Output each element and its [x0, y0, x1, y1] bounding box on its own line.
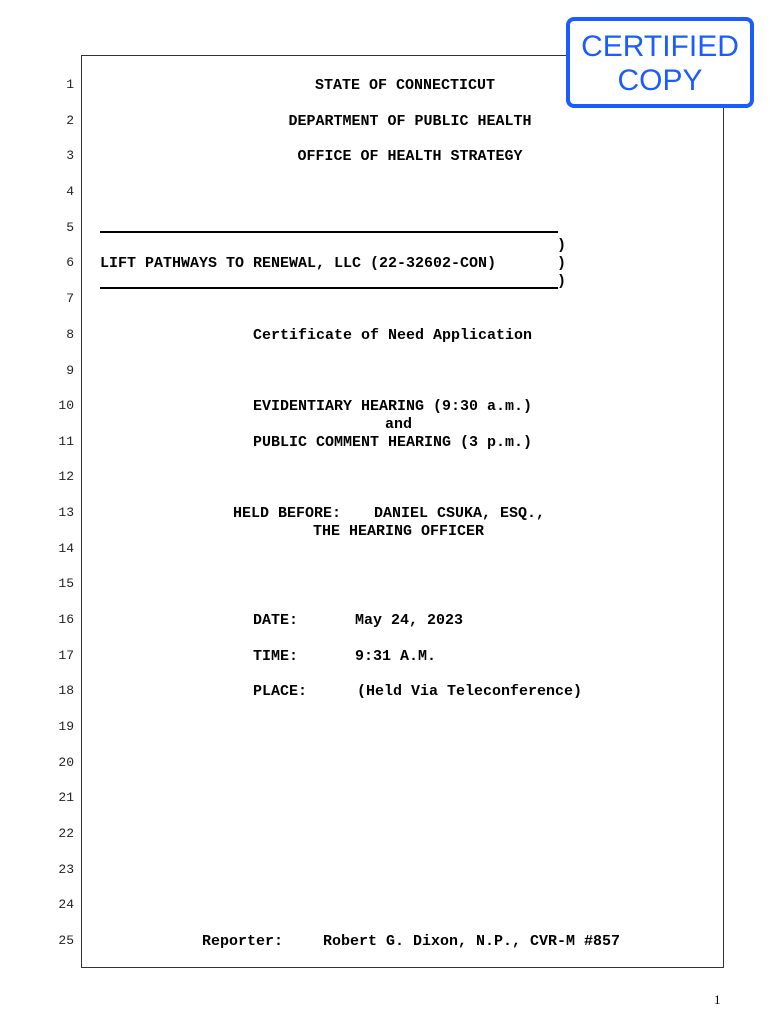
time-value: 9:31 A.M.: [355, 648, 437, 665]
line-number: 14: [58, 541, 74, 556]
line-number: 3: [66, 148, 74, 163]
line-number: 24: [58, 897, 74, 912]
line-number: 11: [58, 434, 74, 449]
place-value: (Held Via Teleconference): [357, 683, 583, 700]
line-number: 8: [66, 327, 74, 342]
date-label: DATE:: [253, 612, 299, 629]
office-heading: OFFICE OF HEALTH STRATEGY: [297, 148, 523, 165]
hearing-officer-title: THE HEARING OFFICER: [313, 523, 485, 540]
line-number: 16: [58, 612, 74, 627]
line-number: 20: [58, 755, 74, 770]
line-number: 9: [66, 363, 74, 378]
line-number: 6: [66, 255, 74, 270]
line-number: 21: [58, 790, 74, 805]
reporter-value: Robert G. Dixon, N.P., CVR-M #857: [323, 933, 621, 950]
caption-paren: ): [557, 255, 567, 272]
hearing-line-2: PUBLIC COMMENT HEARING (3 p.m.): [253, 434, 533, 451]
reporter-label: Reporter:: [202, 933, 284, 950]
department-heading: DEPARTMENT OF PUBLIC HEALTH: [288, 113, 532, 130]
caption-rule-bottom: [100, 287, 558, 289]
place-label: PLACE:: [253, 683, 308, 700]
page-number: 1: [714, 992, 721, 1007]
line-number: 19: [58, 719, 74, 734]
held-before-label: HELD BEFORE:: [233, 505, 342, 522]
hearing-line-1: EVIDENTIARY HEARING (9:30 a.m.): [253, 398, 533, 415]
line-number: 23: [58, 862, 74, 877]
line-number: 2: [66, 113, 74, 128]
line-number: 15: [58, 576, 74, 591]
line-number: 1: [66, 77, 74, 92]
line-number: 10: [58, 398, 74, 413]
case-caption: LIFT PATHWAYS TO RENEWAL, LLC (22-32602-CON): [100, 255, 497, 272]
line-number: 5: [66, 220, 74, 235]
line-number: 22: [58, 826, 74, 841]
state-heading: STATE OF CONNECTICUT: [314, 77, 496, 94]
line-number: 12: [58, 469, 74, 484]
line-number: 7: [66, 291, 74, 306]
caption-paren: ): [557, 273, 567, 290]
line-number: 17: [58, 648, 74, 663]
application-title: Certificate of Need Application: [253, 327, 533, 344]
line-number: 25: [58, 933, 74, 948]
line-number: 13: [58, 505, 74, 520]
stamp-line-1: CERTIFIED: [581, 30, 739, 63]
time-label: TIME:: [253, 648, 299, 665]
hearing-officer-name: DANIEL CSUKA, ESQ.,: [374, 505, 546, 522]
stamp-line-2: COPY: [617, 64, 703, 97]
caption-paren: ): [557, 237, 567, 254]
caption-rule-top: [100, 231, 558, 233]
line-number: 18: [58, 683, 74, 698]
date-value: May 24, 2023: [355, 612, 464, 629]
line-number: 4: [66, 184, 74, 199]
hearing-conjunction: and: [385, 416, 413, 433]
